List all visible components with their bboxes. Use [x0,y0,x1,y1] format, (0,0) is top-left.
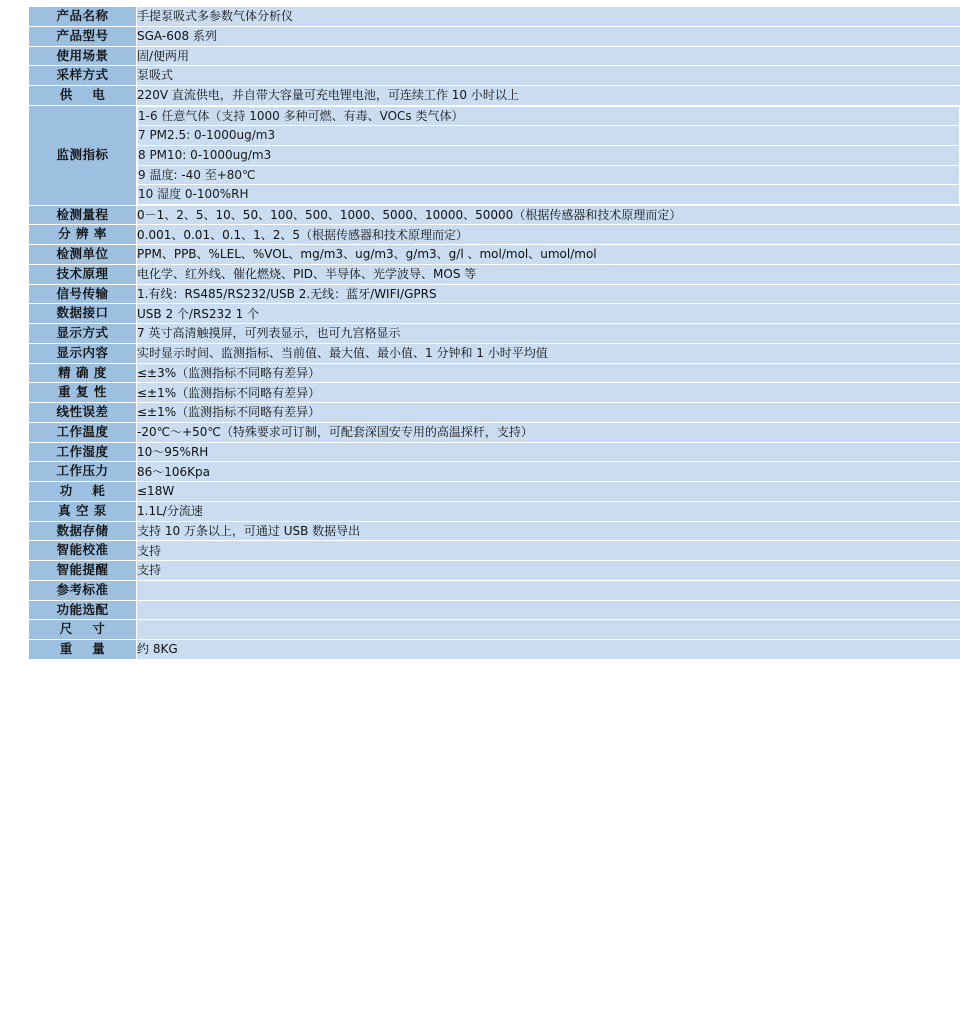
list-item [138,106,960,126]
row-value: 10～95%RH [137,442,961,462]
row-label [29,659,137,660]
table-row [29,422,961,442]
row-label: 信号传输 [29,284,137,304]
table-row [29,304,961,324]
table-row [29,521,961,541]
list-item [138,145,960,165]
row-value: 固/便两用 [137,46,961,66]
row-value: 手提泵吸式多参数气体分析仪 [137,7,961,27]
row-label: 工作压力 [29,462,137,482]
indicator-cell: 8 PM10: 0-1000ug/m3 [138,145,960,165]
row-label: 工作温度 [29,422,137,442]
row-value: PPM、PPB、%LEL、%VOL、mg/m3、ug/m3、g/m3、g/l 、mol/mol、umol/mol [137,245,961,265]
row-value: -20℃～+50℃（特殊要求可订制，可配套深国安专用的高温探杆，支持） [137,422,961,442]
row-label: 技术原理 [29,264,137,284]
table-row [29,66,961,86]
row-label: 检测量程 [29,205,137,225]
row-label: 工作湿度 [29,442,137,462]
row-value: 支持 [137,561,961,581]
table-row [29,46,961,66]
table-row [29,640,961,660]
table-row [29,541,961,561]
row-value: 实时显示时间、监测指标、当前值、最大值、最小值、1 分钟和 1 小时平均值 [137,343,961,363]
row-value: 电化学、红外线、催化燃烧、PID、半导体、光学波导、MOS 等 [137,264,961,284]
table-row [29,225,961,245]
row-label: 线性误差 [29,403,137,423]
row-label: 产品型号 [29,26,137,46]
table-row [29,442,961,462]
row-value-group [137,600,961,620]
row-label: 智能提醒 [29,561,137,581]
row-value: 0－1、2、5、10、50、100、500、1000、5000、10000、50000（根据传感器和技术原理而定） [137,205,961,225]
table-row-optional-functions [29,620,961,640]
table-row [29,205,961,225]
row-label: 重 量 [29,640,137,660]
indicator-cell: 1-6 任意气体（支持 1000 多种可燃、有毒、VOCs 类气体） [138,106,960,126]
row-label: 采样方式 [29,66,137,86]
row-value: 泵吸式 [137,66,961,86]
monitoring-indicator-list [137,106,960,205]
row-label: 功 耗 [29,482,137,502]
table-row [29,659,961,660]
table-row [29,343,961,363]
row-value: USB 2 个/RS232 1 个 [137,304,961,324]
row-value: 86～106Kpa [137,462,961,482]
table-row [29,561,961,581]
row-value: 7 英寸高清触摸屏，可列表显示，也可九宫格显示 [137,324,961,344]
list-item [138,126,960,146]
table-row [29,482,961,502]
row-value: ≤18W [137,482,961,502]
table-row [29,462,961,482]
row-value-group [137,105,961,205]
table-row-reference-standards [29,600,961,620]
row-value: 约 8KG [137,640,961,660]
row-label: 智能校准 [29,541,137,561]
row-value: 0.001、0.01、0.1、1、2、5（根据传感器和技术原理而定） [137,225,961,245]
table-row [29,264,961,284]
indicator-cell: 7 PM2.5: 0-1000ug/m3 [138,126,960,146]
row-label: 功能选配 [29,600,137,620]
row-label: 供 电 [29,86,137,106]
row-label: 显示方式 [29,324,137,344]
table-row [29,580,961,600]
table-row [29,245,961,265]
row-label: 真 空 泵 [29,501,137,521]
table-row-monitoring-indicators [29,105,961,205]
row-label: 显示内容 [29,343,137,363]
table-row [29,26,961,46]
row-label: 监测指标 [29,105,137,205]
row-value: SGA-608 系列 [137,26,961,46]
table-row [29,284,961,304]
table-row [29,403,961,423]
row-label: 数据接口 [29,304,137,324]
row-value: 1.1L/分流速 [137,501,961,521]
indicator-cell: 10 湿度 0-100%RH [138,185,960,205]
row-label: 重 复 性 [29,383,137,403]
row-label: 使用场景 [29,46,137,66]
row-value [137,659,961,660]
row-label: 产品名称 [29,7,137,27]
table-row [29,363,961,383]
list-item [138,185,960,205]
table-row [29,501,961,521]
row-value: 1.有线：RS485/RS232/USB 2.无线：蓝牙/WIFI/GPRS [137,284,961,304]
row-value [137,580,961,600]
row-value: 支持 10 万条以上，可通过 USB 数据导出 [137,521,961,541]
row-label: 检测单位 [29,245,137,265]
row-value: ≤±1%（监测指标不同略有差异） [137,403,961,423]
list-item [138,165,960,185]
row-value: 支持 [137,541,961,561]
row-value: ≤±3%（监测指标不同略有差异） [137,363,961,383]
table-row [29,86,961,106]
table-row [29,324,961,344]
specification-table [28,6,961,661]
row-label: 精 确 度 [29,363,137,383]
table-row [29,383,961,403]
row-label: 尺 寸 [29,620,137,640]
row-value-group [137,620,961,640]
row-label: 参考标准 [29,580,137,600]
row-label: 数据存储 [29,521,137,541]
row-value: ≤±1%（监测指标不同略有差异） [137,383,961,403]
table-row [29,7,961,27]
row-value: 220V 直流供电，并自带大容量可充电锂电池，可连续工作 10 小时以上 [137,86,961,106]
indicator-cell: 9 温度: -40 至+80℃ [138,165,960,185]
row-label: 分 辨 率 [29,225,137,245]
